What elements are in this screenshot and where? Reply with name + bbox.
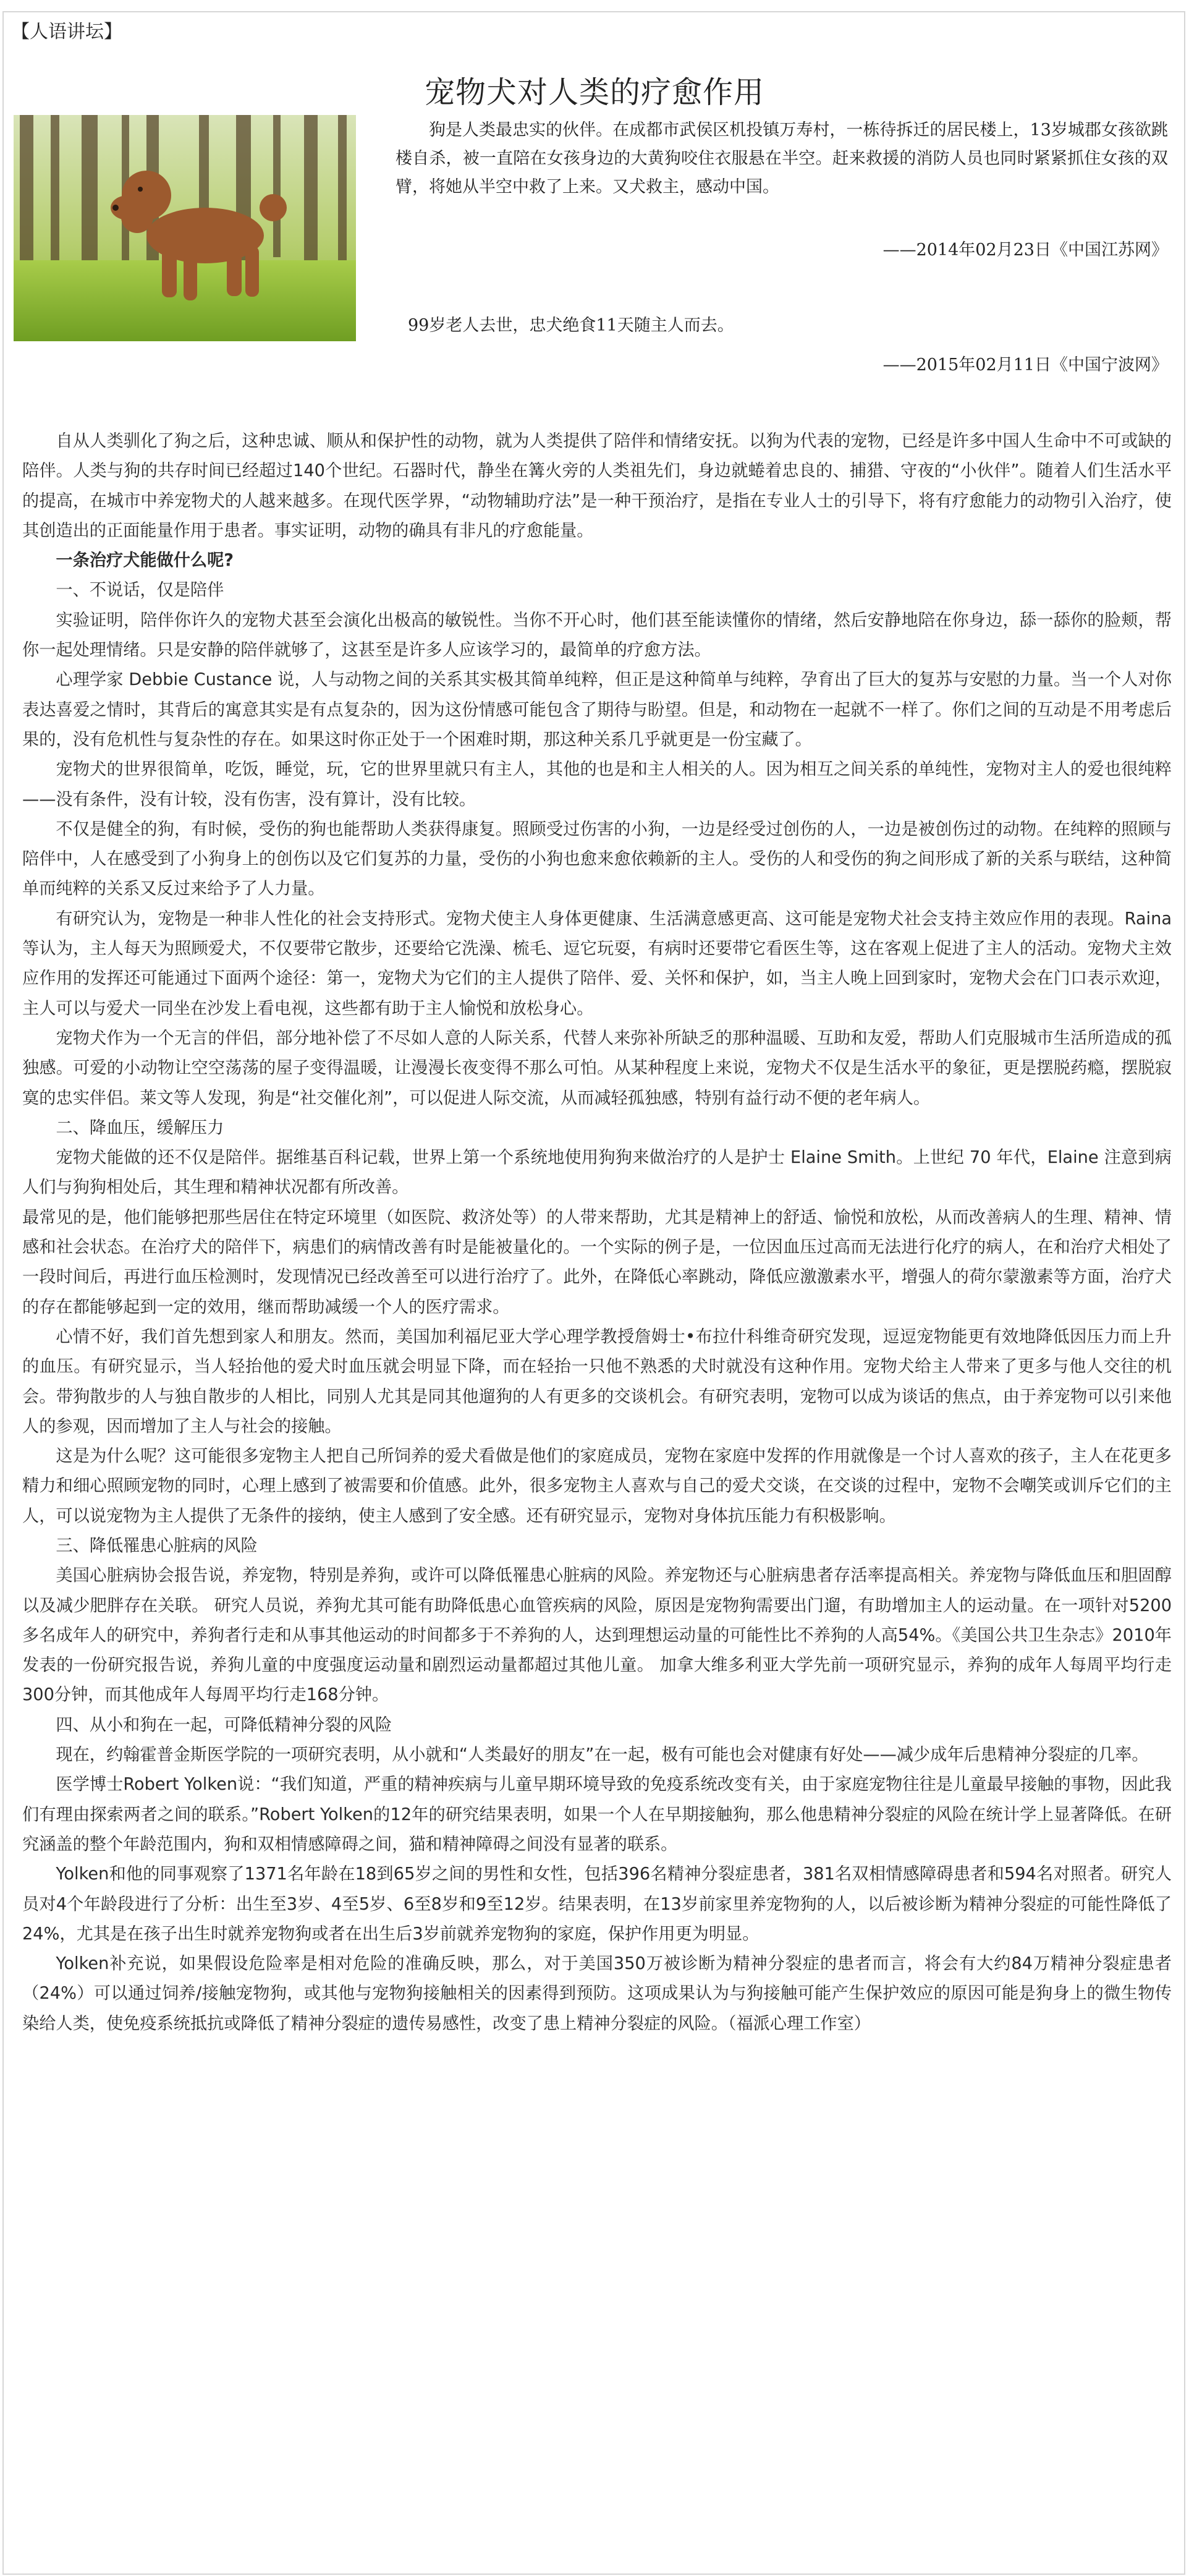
paragraph: 心情不好，我们首先想到家人和朋友。然而，美国加利福尼亚大学心理学教授詹姆士•布拉什科维奇研究发现，逗逗宠物能更有效地降低因压力而上升的血压。有研究显示，当人轻抬他的爱犬时血压就会明显下降，而在轻抬一只他不熟悉的犬时就没有这种作用。宠物犬给主人带来了更多与他人交往的机会。带狗散步的人与独自散步的人相比，同别人尤其是同其他遛狗的人有更多的交谈机会。有研究表明，宠物可以成为谈话的焦点，由于养宠物可以引来他人的参观，因而增加了主人与社会的接触。 (22, 1327, 1172, 1436)
paragraph: 心理学家 Debbie Custance 说，人与动物之间的关系其实极其简单纯粹，但正是这种简单与纯粹，孕育出了巨大的复苏与安慰的力量。当一个人对你表达喜爱之情时，其背后的寓意其实是有点复杂的，因为这份情感可能包含了期待与盼望。但是，和动物在一起就不一样了。你们之间的互动是不用考虑后果的，没有危机性与复杂性的存在。如果这时你正处于一个困难时期，那这种关系几乎就更是一份宝藏了。 (22, 670, 1172, 749)
intro-quote-1: 狗是人类最忠实的伙伴。在成都市武侯区机投镇万寿村，一栋待拆迁的居民楼上，13岁城郡女孩欲跳楼自杀，被一直陪在女孩身边的大黄狗咬住衣服悬在半空。赶来救援的消防人员也同时紧紧抓住女孩的双臂，将她从半空中救了上来。又犬救主，感动中国。 (396, 121, 1168, 197)
intro-source-1: ——2014年02月23日《中国江苏网》 (882, 240, 1168, 260)
section-heading: 一条治疗犬能做什么呢? (56, 551, 234, 571)
article-body (22, 427, 1172, 2039)
paragraph: Yolken和他的同事观察了1371名年龄在18到65岁之间的男性和女性，包括396名精神分裂症患者，381名双相情感障碍患者和594名对照者。研究人员对4个年龄段进行了分析：出生至3岁、4至5岁、6至8岁和9至12岁。结果表明，在13岁前家里养宠物狗的人，以后被诊断为精神分裂症的可能性降低了24%，尤其是在孩子出生时就养宠物狗或者在出生后3岁前就养宠物狗的家庭，保护作用更为明显。 (22, 1864, 1172, 1944)
intro-quote-2: 99岁老人去世，忠犬绝食11天随主人而去。 (408, 316, 734, 335)
subsection-heading: 四、从小和狗在一起，可降低精神分裂的风险 (56, 1715, 392, 1735)
poodle-photo (14, 115, 356, 341)
paragraph: 实验证明，陪伴你许久的宠物犬甚至会演化出极高的敏锐性。当你不开心时，他们甚至能读懂你的情绪，然后安静地陪在你身边，舔一舔你的脸颊，帮你一起处理情绪。只是安静的陪伴就够了，这甚至是许多人应该学习的，最简单的疗愈方法。 (22, 610, 1172, 660)
subsection-heading: 三、降低罹患心脏病的风险 (56, 1536, 258, 1555)
paragraph: 宠物犬作为一个无言的伴侣，部分地补偿了不尽如人意的人际关系，代替人来弥补所缺乏的那种温暖、互助和友爱，帮助人们克服城市生活所造成的孤独感。可爱的小动物让空空荡荡的屋子变得温暖，让漫漫长夜变得不那么可怕。从某种程度上来说，宠物犬不仅是生活水平的象征，更是摆脱药瘾，摆脱寂寞的忠实伴侣。莱文等人发现，狗是“社交催化剂”，可以促进人际交流，从而减轻孤独感，特别有益行动不便的老年病人。 (22, 1028, 1172, 1108)
paragraph: 宠物犬能做的还不仅是陪伴。据维基百科记载，世界上第一个系统地使用狗狗来做治疗的人是护士 Elaine Smith。上世纪 70 年代，Elaine 注意到病人们与狗狗相处后，其生理和精神状况都有所改善。 (22, 1148, 1172, 1197)
page-title: 宠物犬对人类的疗愈作用 (424, 74, 764, 110)
subsection-heading: 一、不说话，仅是陪伴 (56, 580, 224, 600)
paragraph: 医学博士Robert Yolken说：“我们知道，严重的精神疾病与儿童早期环境导致的免疫系统改变有关，由于家庭宠物往往是儿童最早接触的事物，因此我们有理由探索两者之间的联系。”Robert Yolken的12年的研究结果表明，如果一个人在早期接触狗，那么他患精神分裂症的风险在统计学上显著降低。在研究涵盖的整个年龄范围内，狗和双相情感障碍之间，猫和精神障碍之间没有显著的联系。 (22, 1775, 1172, 1854)
paragraph: Yolken补充说，如果假设危险率是相对危险的准确反映，那么，对于美国350万被诊断为精神分裂症的患者而言，将会有大约84万精神分裂症患者（24%）可以通过饲养/接触宠物狗，或其他与宠物狗接触相关的因素得到预防。这项成果认为与狗接触可能产生保护效应的原因可能是狗身上的微生物传染给人类，使免疫系统抵抗或降低了精神分裂症的遗传易感性，改变了患上精神分裂症的风险。（福派心理工作室） (22, 1954, 1172, 2033)
paragraph: 自从人类驯化了狗之后，这种忠诚、顺从和保护性的动物，就为人类提供了陪伴和情绪安抚。以狗为代表的宠物，已经是许多中国人生命中不可或缺的陪伴。人类与狗的共存时间已经超过140个世纪。石器时代，静坐在篝火旁的人类祖先们，身边就蜷着忠良的、捕猎、守夜的“小伙伴”。随着人们生活水平的提高，在城市中养宠物犬的人越来越多。在现代医学界，“动物辅助疗法”是一种干预治疗，是指在专业人士的引导下，将有疗愈能力的动物引入治疗，使其创造出的正面能量作用于患者。事实证明，动物的确具有非凡的疗愈能量。 (22, 431, 1172, 540)
paragraph: 这是为什么呢？这可能很多宠物主人把自己所饲养的爱犬看做是他们的家庭成员，宠物在家庭中发挥的作用就像是一个讨人喜欢的孩子，主人在花更多精力和细心照顾宠物的同时，心理上感到了被需要和价值感。此外，很多宠物主人喜欢与自己的爱犬交谈，在交谈的过程中，宠物不会嘲笑或训斥它们的主人，可以说宠物为主人提供了无条件的接纳，使主人感到了安全感。还有研究显示，宠物对身体抗压能力有积极影响。 (22, 1447, 1172, 1526)
paragraph: 现在，约翰霍普金斯医学院的一项研究表明，从小就和“人类最好的朋友”在一起，极有可能也会对健康有好处——减少成年后患精神分裂症的几率。 (56, 1745, 1149, 1765)
paragraph: 有研究认为，宠物是一种非人性化的社会支持形式。宠物犬使主人身体更健康、生活满意感更高、这可能是宠物犬社会支持主效应作用的表现。Raina等认为，主人每天为照顾爱犬，不仅要带它散步，还要给它洗澡、梳毛、逗它玩耍，有病时还要带它看医生等，这在客观上促进了主人的活动。宠物犬主效应作用的发挥还可能通过下面两个途径：第一，宠物犬为它们的主人提供了陪伴、爱、关怀和保护，如，当主人晚上回到家时，宠物犬会在门口表示欢迎，主人可以与爱犬一同坐在沙发上看电视，这些都有助于主人愉悦和放松身心。 (22, 909, 1172, 1018)
intro-source-2: ——2015年02月11日《中国宁波网》 (882, 355, 1168, 375)
paragraph: 最常见的是，他们能够把那些居住在特定环境里（如医院、救济处等）的人带来帮助，尤其是精神上的舒适、愉悦和放松，从而改善病人的生理、精神、情感和社会状态。在治疗犬的陪伴下，病患们的病情改善有时是能被量化的。一个实际的例子是，一位因血压过高而无法进行化疗的病人，在和治疗犬相处了一段时间后，再进行血压检测时，发现情况已经改善至可以进行治疗了。此外，在降低心率跳动，降低应激激素水平，增强人的荷尔蒙激素等方面，治疗犬的存在都能够起到一定的效用，继而帮助减缓一个人的医疗需求。 (22, 1207, 1172, 1317)
paragraph: 不仅是健全的狗，有时候，受伤的狗也能帮助人类获得康复。照顾受过伤害的小狗，一边是经受过创伤的人，一边是被创伤过的动物。在纯粹的照顾与陪伴中，人在感受到了小狗身上的创伤以及它们复苏的力量，受伤的小狗也愈来愈依赖新的主人。受伤的人和受伤的狗之间形成了新的关系与联结，这种简单而纯粹的关系又反过来给予了人力量。 (22, 819, 1172, 899)
paragraph: 美国心脏病协会报告说，养宠物，特别是养狗，或许可以降低罹患心脏病的风险。养宠物还与心脏病患者存活率提高相关。养宠物与降低血压和胆固醇以及减少肥胖存在关联。 研究人员说，养狗尤其可能有助降低患心血管疾病的风险，原因是宠物狗需要出门遛，有助增加主人的运动量。在一项针对5200多名成年人的研究中，养狗者行走和从事其他运动的时间都多于不养狗的人，达到理想运动量的可能性比不养狗的人高54%。《美国公共卫生杂志》2010年发表的一份研究报告说，养狗儿童的中度强度运动量和剧烈运动量都超过其他儿童。 加拿大维多利亚大学先前一项研究显示，养狗的成年人每周平均行走300分钟，而其他成年人每周平均行走168分钟。 (22, 1566, 1172, 1705)
paragraph: 宠物犬的世界很简单，吃饭，睡觉，玩，它的世界里就只有主人，其他的也是和主人相关的人。因为相互之间关系的单纯性，宠物对主人的爱也很纯粹——没有条件，没有计较，没有伤害，没有算计，没有比较。 (22, 760, 1172, 809)
column-tag: 【人语讲坛】 (11, 21, 122, 43)
subsection-heading: 二、降血压，缓解压力 (56, 1118, 224, 1137)
